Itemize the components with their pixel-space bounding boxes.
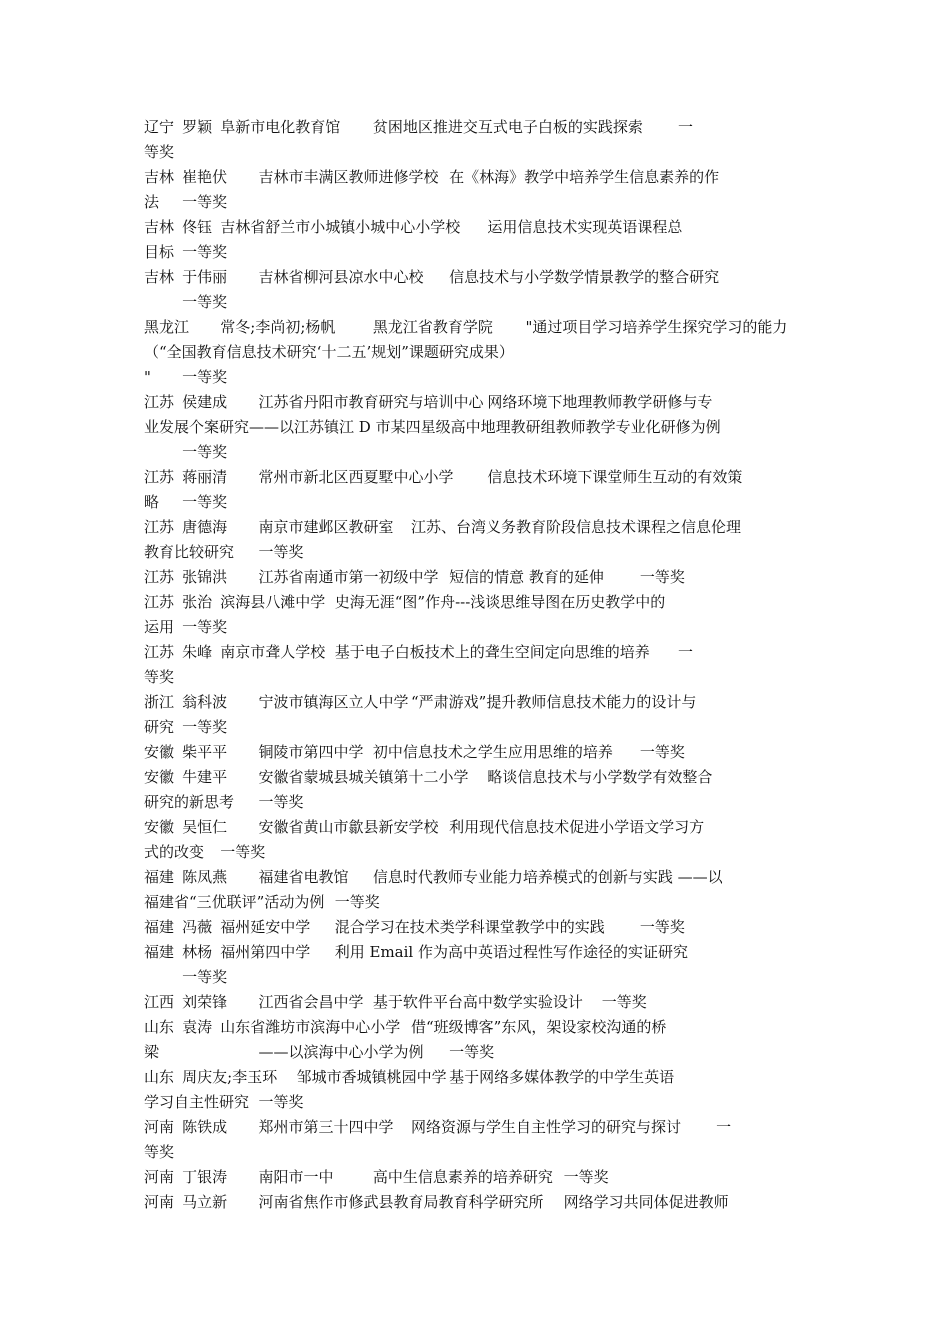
text-line: 浙江 翁科波 宁波市镇海区立人中学 “严肃游戏”提升教师信息技术能力的设计与 xyxy=(144,693,697,711)
text-line: 梁 ——以滨海中心小学为例 一等奖 xyxy=(144,1043,495,1061)
text-line: 略 一等奖 xyxy=(144,493,228,511)
text-line: 福建 冯薇 福州延安中学 混合学习在技术类学科课堂教学中的实践 一等奖 xyxy=(144,918,685,936)
text-line: 一等奖 xyxy=(144,293,228,311)
text-line: 等奖 xyxy=(144,1143,175,1161)
text-line: 运用 一等奖 xyxy=(144,618,228,636)
text-line: 吉林 于伟丽 吉林省柳河县凉水中心校 信息技术与小学数学情景教学的整合研究 xyxy=(144,268,720,286)
text-line: 江苏 张锦洪 江苏省南通市第一初级中学 短信的情意 教育的延伸 一等奖 xyxy=(144,568,685,586)
text-line: 式的改变 一等奖 xyxy=(144,843,266,861)
text-line: 江西 刘荣锋 江西省会昌中学 基于软件平台高中数学实验设计 一等奖 xyxy=(144,993,647,1011)
text-line: 江苏 朱峰 南京市聋人学校 基于电子白板技术上的聋生空间定向思维的培养 一 xyxy=(144,643,694,661)
text-line: （“全国教育信息技术研究‘十二五’规划”课题研究成果） xyxy=(144,343,514,361)
text-line: 研究 一等奖 xyxy=(144,718,228,736)
text-line: 教育比较研究 一等奖 xyxy=(144,543,304,561)
text-line: 江苏 侯建成 江苏省丹阳市教育研究与培训中心 网络环境下地理教师教学研修与专 xyxy=(144,393,713,411)
text-line: 江苏 蒋丽清 常州市新北区西夏墅中心小学 信息技术环境下课堂师生互动的有效策 xyxy=(144,468,743,486)
text-line: 研究的新思考 一等奖 xyxy=(144,793,304,811)
text-line: 江苏 张治 滨海县八滩中学 史海无涯“图”作舟---浅谈思维导图在历史教学中的 xyxy=(144,593,666,611)
award-list xyxy=(144,115,808,1215)
text-line: 山东 周庆友;李玉环 邹城市香城镇桃园中学 基于网络多媒体教学的中学生英语 xyxy=(144,1068,675,1086)
text-line: 河南 陈铁成 郑州市第三十四中学 网络资源与学生自主性学习的研究与探讨 一 xyxy=(144,1118,732,1136)
text-line: 安徽 柴平平 铜陵市第四中学 初中信息技术之学生应用思维的培养 一等奖 xyxy=(144,743,685,761)
text-line: 江苏 唐德海 南京市建邺区教研室 江苏、台湾义务教育阶段信息技术课程之信息伦理 xyxy=(144,518,742,536)
text-line: 福建省“三优联评”活动为例 一等奖 xyxy=(144,893,380,911)
text-line: 河南 丁银涛 南阳市一中 高中生信息素养的培养研究 一等奖 xyxy=(144,1168,609,1186)
text-line: 目标 一等奖 xyxy=(144,243,228,261)
text-line: 安徽 吴恒仁 安徽省黄山市歙县新安学校 利用现代信息技术促进小学语文学习方 xyxy=(144,818,705,836)
text-line: 山东 袁涛 山东省潍坊市滨海中心小学 借“班级博客”东风，架设家校沟通的桥 xyxy=(144,1018,667,1036)
text-line: 一等奖 xyxy=(144,443,228,461)
text-line: 福建 林杨 福州第四中学 利用 Email 作为高中英语过程性写作途径的实证研究 xyxy=(144,943,688,961)
text-line: 学习自主性研究 一等奖 xyxy=(144,1093,304,1111)
text-line: 黑龙江 常冬;李尚初;杨帆 黑龙江省教育学院 "通过项目学习培养学生探究学习的能力 xyxy=(144,318,788,336)
text-line: 法 一等奖 xyxy=(144,193,228,211)
text-line: 安徽 牛建平 安徽省蒙城县城关镇第十二小学 略谈信息技术与小学数学有效整合 xyxy=(144,768,713,786)
text-line: 吉林 崔艳伏 吉林市丰满区教师进修学校 在《林海》教学中培养学生信息素养的作 xyxy=(144,168,720,186)
text-line: 一等奖 xyxy=(144,968,228,986)
text-line: 辽宁 罗颖 阜新市电化教育馆 贫困地区推进交互式电子白板的实践探索 一 xyxy=(144,118,694,136)
text-line: " 一等奖 xyxy=(144,368,228,386)
text-line: 等奖 xyxy=(144,143,175,161)
text-line: 福建 陈凤燕 福建省电教馆 信息时代教师专业能力培养模式的创新与实践 ——以 xyxy=(144,868,723,886)
text-line: 河南 马立新 河南省焦作市修武县教育局教育科学研究所 网络学习共同体促进教师 xyxy=(144,1193,729,1211)
text-line: 等奖 xyxy=(144,668,175,686)
text-line: 业发展个案研究——以江苏镇江 D 市某四星级高中地理教研组教师教学专业化研修为例 xyxy=(144,418,721,436)
text-line: 吉林 佟钰 吉林省舒兰市小城镇小城中心小学校 运用信息技术实现英语课程总 xyxy=(144,218,683,236)
